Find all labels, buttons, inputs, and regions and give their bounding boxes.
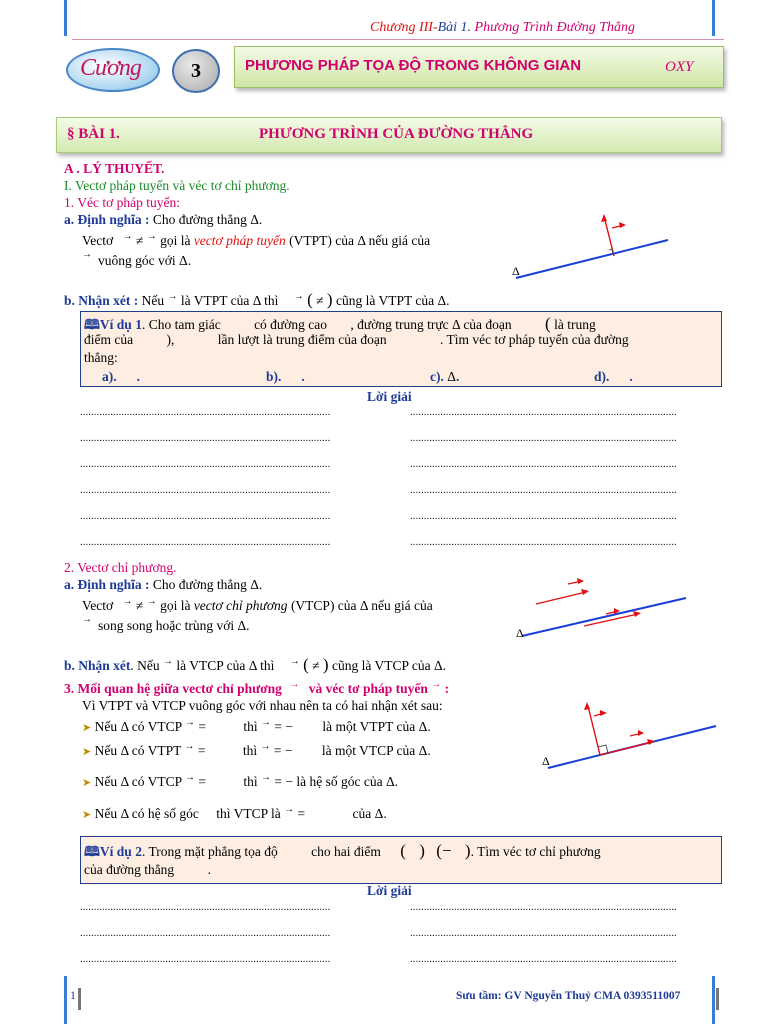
dotted-line: ........................................................................................... xyxy=(80,536,331,548)
header-lesson-title: Phương Trình Đường Thẳng xyxy=(474,20,636,35)
s1-l1-c: gọi là xyxy=(160,233,194,248)
s1-def-text: Cho đường thẳng Δ. xyxy=(149,212,263,227)
arrow-icon: → xyxy=(82,614,92,625)
page-edge-left-bottom xyxy=(64,976,67,1024)
ex2-t1f: ) xyxy=(464,841,471,860)
s3-b3-d: = − là hệ số góc của Δ. xyxy=(274,774,399,789)
s3-b1-b: = xyxy=(198,719,207,734)
s3-b2-d: = − xyxy=(273,743,293,758)
s2-l1-c: gọi là xyxy=(160,598,194,613)
s3-b1-c: thì xyxy=(243,719,258,734)
s1-l2: vuông góc với Δ. xyxy=(98,253,192,268)
s1-l1-e: (VTPT) của Δ nếu giá của xyxy=(285,233,431,248)
arrow-icon: → xyxy=(185,717,196,728)
s3-b2-e: là một VTCP của Δ. xyxy=(321,743,431,758)
ex1-opt-d-end: . xyxy=(629,369,633,384)
s1-remark-d: ≠ xyxy=(316,293,324,308)
s3-b2-a: Nếu Δ có VTPT xyxy=(94,743,182,758)
ex1-opt-c-mid: Δ xyxy=(447,369,456,384)
figure2-delta: Δ xyxy=(516,626,524,640)
s1-l1-a: Vectơ xyxy=(82,233,114,248)
arrow-icon: → xyxy=(82,249,92,260)
dotted-line: ................................................................................................. xyxy=(410,901,677,913)
s1-remark-e: ) xyxy=(326,290,333,309)
lesson-banner xyxy=(56,117,722,153)
bullet-icon: ➤ xyxy=(82,722,92,734)
book-icon: 🕮 xyxy=(84,844,100,859)
ex1-t1b: có đường cao xyxy=(254,317,327,332)
header-lesson: Bài 1. xyxy=(437,20,475,35)
dotted-line: ........................................................................................... xyxy=(80,458,331,470)
arrow-icon: → xyxy=(167,291,178,302)
dotted-line: ........................................................................................... xyxy=(80,953,331,965)
arrow-icon: → xyxy=(184,741,195,752)
s3-heading-c: : xyxy=(444,681,450,696)
s3-b1-d: = − xyxy=(274,719,294,734)
dotted-line: ........................................................................................... xyxy=(80,927,331,939)
dotted-line: ........................................................................................... xyxy=(80,484,331,496)
book-icon: 🕮 xyxy=(84,317,100,332)
ex2-t2b: . xyxy=(207,862,211,877)
s1-l1-b: ≠ xyxy=(135,233,144,248)
dotted-line: ................................................................................................. xyxy=(410,458,677,470)
ex1-opt-b-end: . xyxy=(301,369,305,384)
example1-label: Ví dụ 1 xyxy=(99,317,142,332)
footer-divider-right xyxy=(716,988,719,1010)
dotted-line: ........................................................................................... xyxy=(80,406,331,418)
chapter-title: PHƯƠNG PHÁP TỌA ĐỘ TRONG KHÔNG GIAN xyxy=(245,57,582,74)
ex1-t1c: , đường trung trực Δ của đoạn xyxy=(350,317,512,332)
dotted-line: ........................................................................................... xyxy=(80,432,331,444)
s2-l1-d: vectơ chỉ phương xyxy=(193,598,288,613)
dotted-line: ................................................................................................. xyxy=(410,953,677,965)
s2-remark xyxy=(64,655,446,675)
arrow-icon: → xyxy=(146,596,157,607)
section-i-heading: I. Vectơ pháp tuyến và véc tơ chỉ phương. xyxy=(64,178,290,193)
s1-def-line2 xyxy=(82,249,192,269)
s3-b3-b: = xyxy=(198,774,207,789)
chapter-label-bubble xyxy=(66,48,160,92)
lesson-title: PHƯƠNG TRÌNH CỦA ĐƯỜNG THẲNG xyxy=(259,126,534,142)
ex1-t2b: ), xyxy=(166,332,175,347)
bullet-icon: ➤ xyxy=(82,777,92,789)
section-3-heading xyxy=(64,681,449,697)
chapter-number-badge: 3 xyxy=(172,49,220,93)
ex1-t2c: lần lượt là trung điểm của đoạn xyxy=(217,332,387,347)
s3-bullet-2 xyxy=(82,743,431,759)
direction-vector-figure xyxy=(514,574,690,644)
ex2-t1c: ( xyxy=(400,841,406,860)
s1-remark-c: ( xyxy=(307,290,313,309)
example2-line2 xyxy=(84,862,211,878)
ex2-t1e: (− xyxy=(436,841,452,860)
s2-l2: song song hoặc trùng với Δ. xyxy=(98,618,250,633)
ex1-opt-a-end: . xyxy=(136,369,140,384)
arrow-icon: → xyxy=(289,679,300,690)
arrow-icon: → xyxy=(146,231,157,242)
arrow-icon: → xyxy=(122,596,133,607)
s2-def-label: a. Định nghĩa : xyxy=(64,577,150,592)
ex1-t1a: . Cho tam giác xyxy=(141,317,221,332)
ex1-t1e: là trung xyxy=(554,317,596,332)
s1-def-label: a. Định nghĩa : xyxy=(64,212,150,227)
s2-remark-label: b. Nhận xét xyxy=(64,658,131,673)
ex1-opt-b-label: b). xyxy=(266,369,282,384)
s1-remark-label: b. Nhận xét : xyxy=(64,293,139,308)
arrow-icon: → xyxy=(431,679,442,690)
dotted-line: ................................................................................................. xyxy=(410,510,677,522)
chapter-label: Cương xyxy=(80,55,141,81)
s3-b3-a: Nếu Δ có VTCP xyxy=(94,774,182,789)
s3-bullet-3 xyxy=(82,774,398,790)
figure1-delta: Δ xyxy=(512,264,520,278)
chapter-banner xyxy=(234,46,724,88)
page-edge-right xyxy=(712,0,715,36)
bullet-icon: ➤ xyxy=(82,809,92,821)
ex2-t1d: ) xyxy=(419,841,425,860)
ex1-option-a[interactable] xyxy=(102,369,140,385)
s3-b4-a: Nếu Δ có hệ số góc xyxy=(94,806,199,821)
ex2-t1g: . Tìm véc tơ chỉ phương xyxy=(470,844,601,859)
example1-solution-heading: Lời giải xyxy=(367,389,412,404)
ex1-option-d[interactable] xyxy=(594,369,633,385)
ex1-option-c[interactable] xyxy=(430,369,459,385)
s3-heading-a: 3. Mối quan hệ giữa vectơ chỉ phương xyxy=(64,681,282,696)
ex1-t2d: . Tìm véc tơ pháp tuyến của đường xyxy=(440,332,629,347)
dotted-line: ................................................................................................. xyxy=(410,927,677,939)
dotted-line: ........................................................................................... xyxy=(80,510,331,522)
s1-definition xyxy=(64,212,262,228)
s2-l1-b: ≠ xyxy=(135,598,144,613)
lesson-number: § BÀI 1. xyxy=(67,126,120,142)
ex1-opt-c-label: c). xyxy=(430,369,444,384)
s2-l1-a: Vectơ xyxy=(82,598,114,613)
dotted-line: ........................................................................................... xyxy=(80,901,331,913)
example1-line3: thẳng: xyxy=(84,350,118,365)
footer-credit: Sưu tầm: GV Nguyễn Thuỷ CMA 0393511007 xyxy=(456,990,681,1002)
s2-remark-e: ) xyxy=(322,655,329,674)
ex2-t2a: của đường thẳng xyxy=(84,862,175,877)
ex1-opt-a-label: a). xyxy=(102,369,117,384)
header-rule xyxy=(72,39,724,40)
s3-b4-c: = xyxy=(297,806,306,821)
s2-remark-a: . Nếu xyxy=(130,658,160,673)
s3-b4-d: của Δ. xyxy=(352,806,387,821)
header-chapter: Chương III- xyxy=(370,20,438,35)
arrow-icon: → xyxy=(260,741,271,752)
ex1-opt-c-end: . xyxy=(455,369,460,384)
ex2-t1b: cho hai điểm xyxy=(311,844,381,859)
s3-bullet-4 xyxy=(82,806,387,822)
dotted-line: ................................................................................................. xyxy=(410,536,677,548)
s1-remark-b: là VTPT của Δ thì xyxy=(180,293,279,308)
s3-bullet-1 xyxy=(82,719,431,735)
example2-label: Ví dụ 2 xyxy=(99,844,142,859)
s2-def-line2 xyxy=(82,614,250,634)
arrow-icon: → xyxy=(293,291,304,302)
ex1-opt-d-label: d). xyxy=(594,369,610,384)
arrow-icon: → xyxy=(185,772,196,783)
theory-heading: A . LÝ THUYẾT. xyxy=(64,161,165,176)
normal-vector-figure xyxy=(508,206,678,284)
figure3-delta: Δ xyxy=(542,754,550,768)
s3-intro: Vì VTPT và VTCP vuông góc với nhau nên ta có hai nhận xét sau: xyxy=(82,698,443,713)
ex1-t2a: điểm của xyxy=(84,332,134,347)
page-number: 1 xyxy=(70,988,76,1002)
s1-l1-d: vectơ pháp tuyến xyxy=(193,233,286,248)
example1-line2 xyxy=(84,332,629,348)
s2-remark-f: cũng là VTCP của Δ. xyxy=(331,658,447,673)
s2-def-text: Cho đường thẳng Δ. xyxy=(149,577,263,592)
s2-remark-d: ≠ xyxy=(312,658,320,673)
arrow-icon: → xyxy=(122,231,133,242)
s2-remark-b: là VTCP của Δ thì xyxy=(176,658,275,673)
chapter-suffix: OXY xyxy=(665,59,694,75)
s1-remark xyxy=(64,290,450,310)
dotted-line: ................................................................................................. xyxy=(410,406,677,418)
s1-def-line1 xyxy=(82,233,430,249)
example2-solution-heading: Lời giải xyxy=(367,883,412,898)
page-edge-left xyxy=(64,0,67,36)
s1-remark-f: cũng là VTPT của Δ. xyxy=(335,293,450,308)
ex2-t1a: . Trong mặt phẳng tọa độ xyxy=(141,844,278,859)
arrow-icon: → xyxy=(163,656,174,667)
s3-b3-c: thì xyxy=(243,774,258,789)
s2-remark-c: ( xyxy=(303,655,309,674)
perpendicular-vectors-figure xyxy=(540,692,720,776)
s2-definition xyxy=(64,577,262,593)
section-2-heading: 2. Vectơ chỉ phương. xyxy=(64,560,177,575)
s1-remark-a: Nếu xyxy=(138,293,165,308)
arrow-icon: → xyxy=(261,717,272,728)
arrow-icon: → xyxy=(284,804,295,815)
page-edge-right-bottom xyxy=(712,976,715,1024)
running-header xyxy=(370,20,635,36)
s2-l1-e: (VTCP) của Δ nếu giá của xyxy=(287,598,433,613)
ex1-option-b[interactable] xyxy=(266,369,305,385)
s3-b4-b: thì VTCP là xyxy=(216,806,281,821)
dotted-line: ................................................................................................. xyxy=(410,484,677,496)
ex1-t1d: ( xyxy=(545,314,551,333)
arrow-icon: → xyxy=(289,656,300,667)
s3-heading-b: và véc tơ pháp tuyến xyxy=(308,681,428,696)
s3-b2-c: thì xyxy=(242,743,258,758)
footer-divider-left xyxy=(78,988,81,1010)
s3-b2-b: = xyxy=(197,743,206,758)
s2-def-line1 xyxy=(82,598,433,614)
s3-b1-a: Nếu Δ có VTCP xyxy=(94,719,182,734)
dotted-line: ................................................................................................. xyxy=(410,432,677,444)
section-1-heading: 1. Véc tơ pháp tuyến: xyxy=(64,195,180,210)
s3-b1-e: là một VTPT của Δ. xyxy=(322,719,431,734)
arrow-icon: → xyxy=(261,772,272,783)
bullet-icon: ➤ xyxy=(82,746,92,758)
